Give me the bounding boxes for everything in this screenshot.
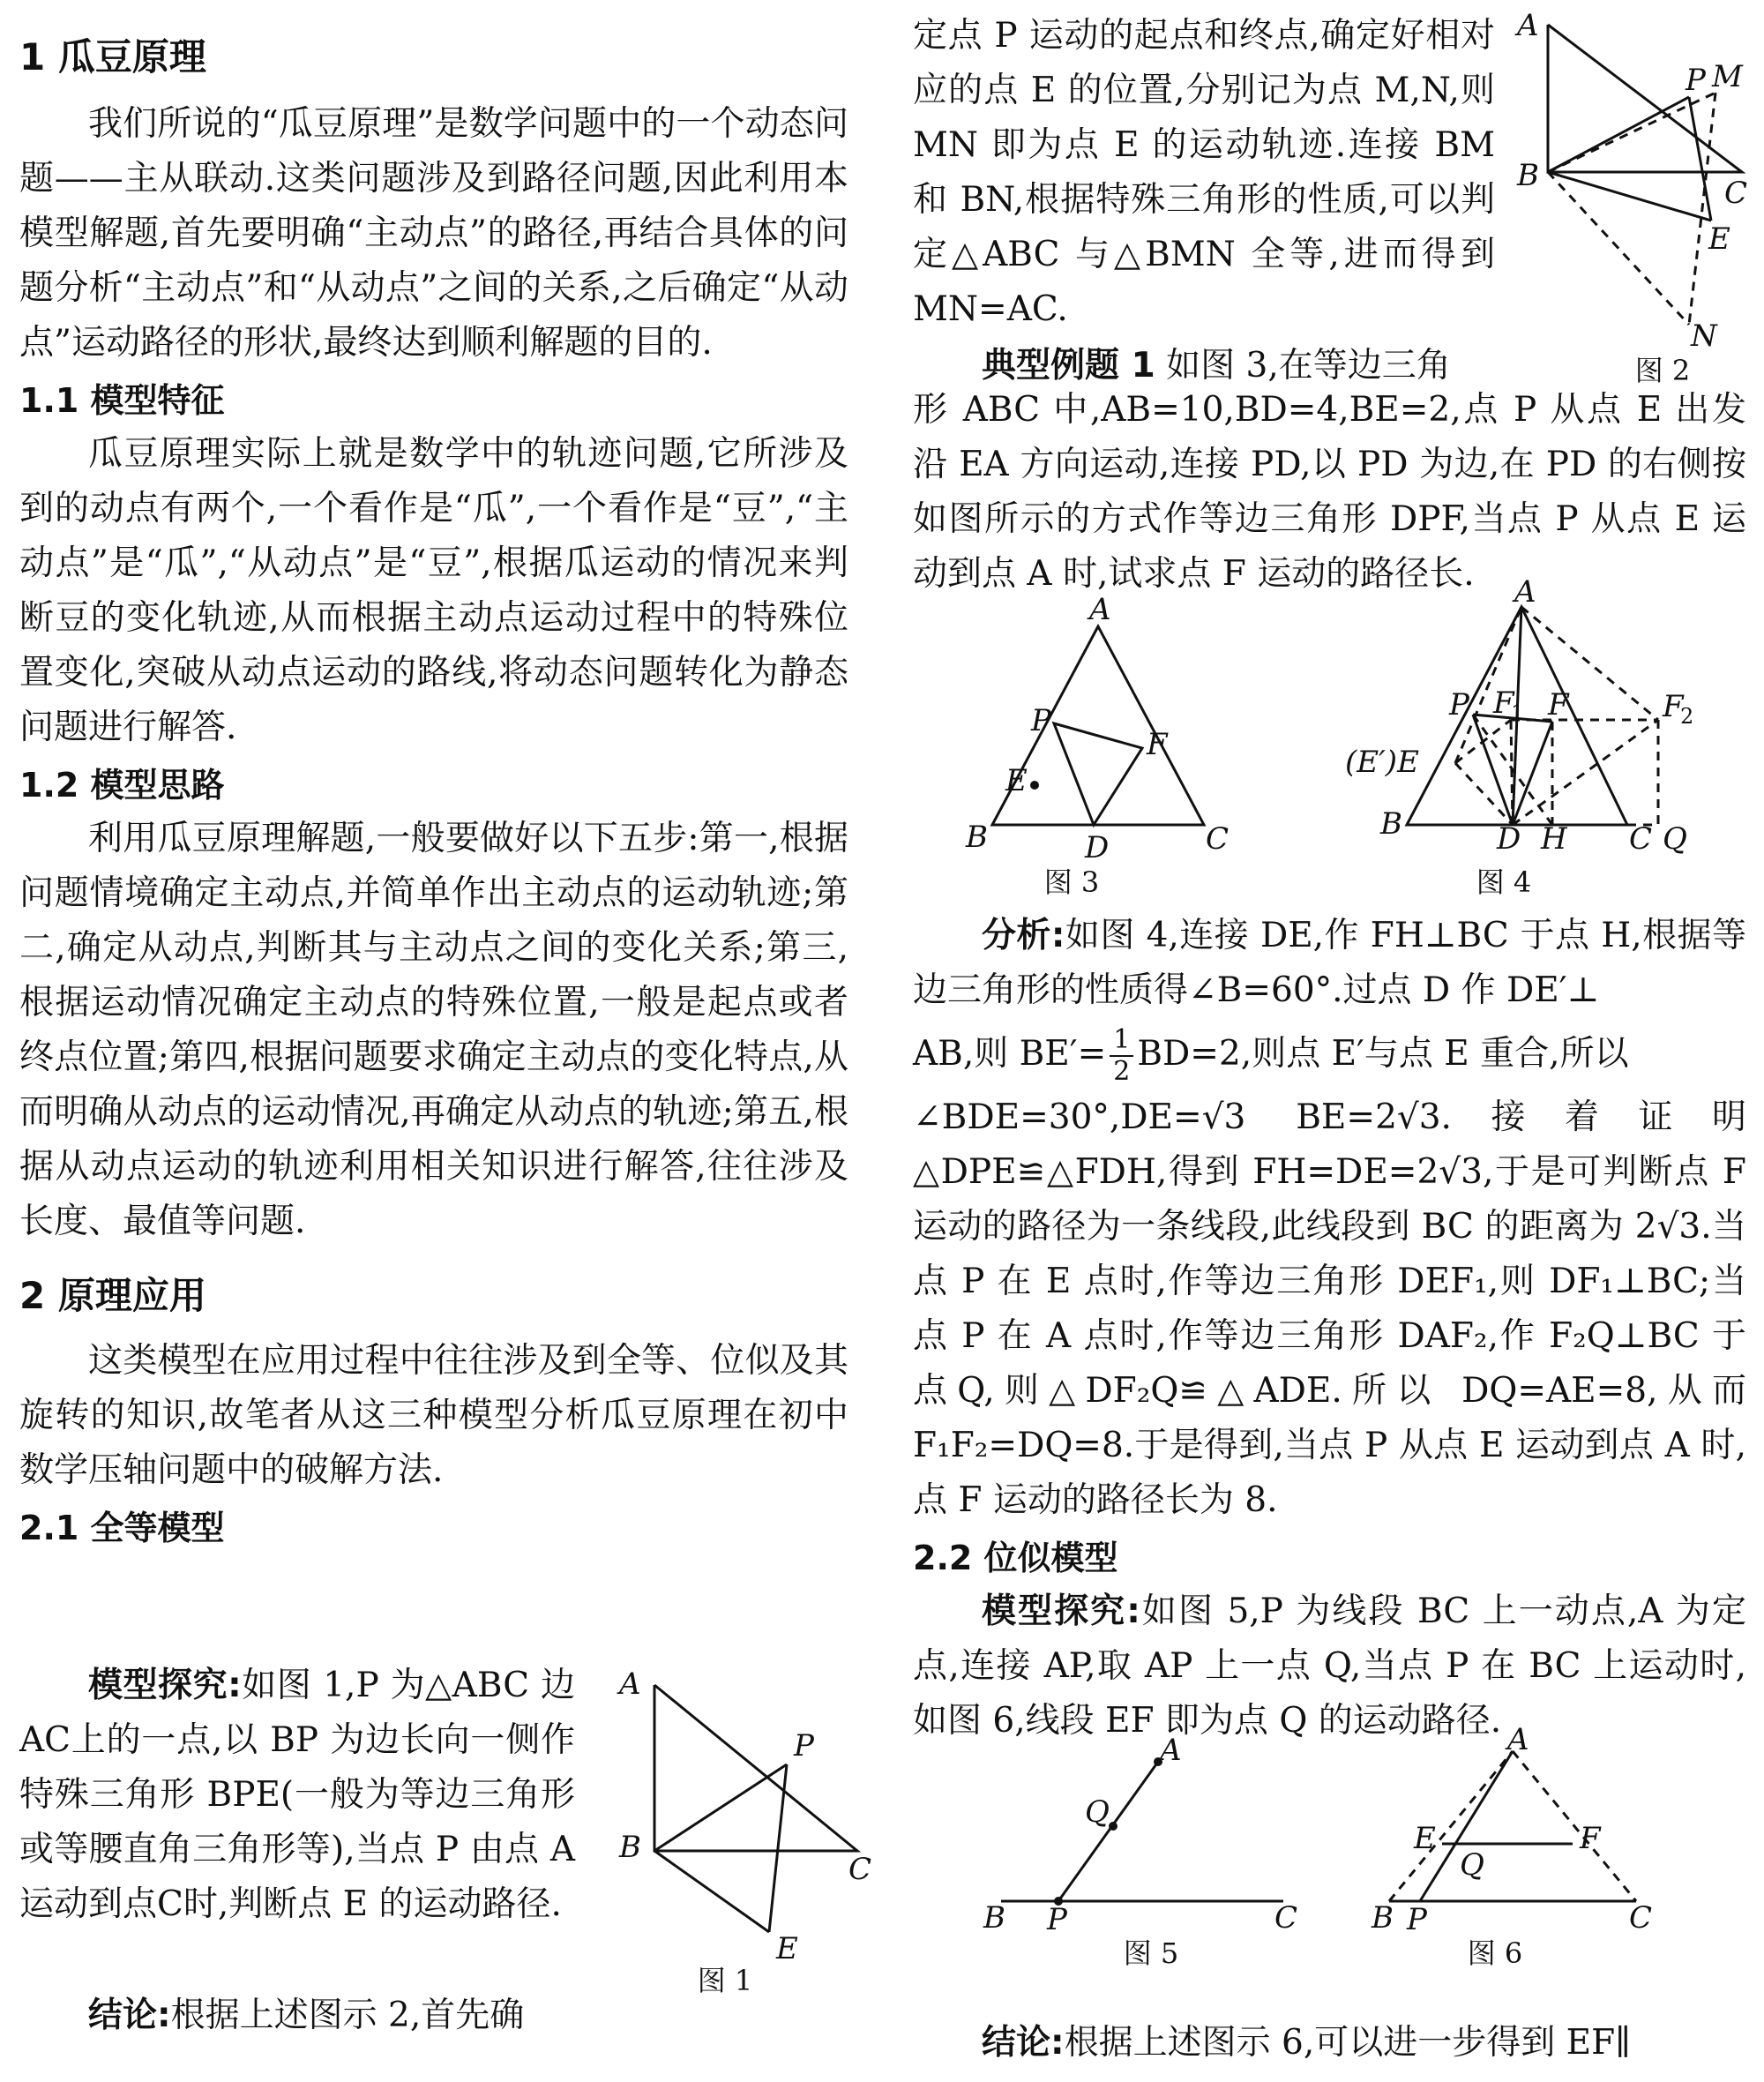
fig5-segment-ap [1058,1762,1158,1901]
model-exploration-2-keyword: 模型探究: [982,1591,1140,1631]
fig6-label-f: F [1580,1821,1601,1856]
fig4-label-a: A [1514,574,1536,610]
fig2-triangle-abc [1548,25,1742,172]
figure-3-caption: 图 3 [1043,865,1100,899]
figure-1-caption: 图 1 [697,1964,753,1997]
fig3-triangle-dpf [1054,723,1142,825]
figure-5-caption: 图 5 [1123,1936,1179,1970]
fig4-label-f: F [1548,687,1569,723]
fig4-label-q: Q [1663,821,1687,857]
fig1-segment-pe [769,1764,787,1932]
fig4-segment-fd [1513,722,1552,825]
analysis-text-3: ∠BDE=30°,DE=√3 BE=2√3.接着证明△DPE≌△FDH,得到 FH=DE=2√3,于是可判断点 F 运动的路径为一条线段,此线段到 BC 的距离为 2√3.当点 P 在 E 点时,作等边三角形 DEF₁,则 DF₁⊥BC;当点 P 在 A 点时,作等边三角形 DAF₂,作 F₂Q⊥BC 于点Q,则△DF₂Q≌△ADE.所以 DQ=AE=8,从而 F₁F₂=DQ=8.于是得到,当点 P 从点 E 运动到点 A 时,点 F 运动的路径长为 8. [913,1097,1746,1520]
figure-1 [602,1666,872,1997]
fraction-numerator: 1 [1110,1025,1133,1057]
fig6-label-e: E [1414,1821,1436,1856]
figure-2 [1513,8,1751,387]
fig4-label-f1: F [1493,685,1514,721]
conclusion-2-block [913,2016,1746,2071]
model-exploration-2-text: 如图 5,P 为线段 BC 上一动点,A 为定点,连接 AP,取 AP 上一点 Q,当点 P 在 BC 上运动时,如图 6,线段 EF 即为点 Q 的运动路径. [913,1591,1746,1741]
figure-3 [966,592,1266,899]
fig1-label-p: P [794,1728,814,1764]
fig5-label-p: P [1047,1902,1067,1937]
section-1-2-title: 1.2 模型思路 [19,766,225,805]
fig2-dashed-mn [1689,93,1715,325]
fig3-label-a: A [1089,592,1111,627]
fig2-label-e: E [1708,221,1730,257]
fig5-point-q [1109,1822,1117,1831]
fig4-label-d: D [1497,821,1521,857]
figure-2-caption: 图 2 [1634,354,1691,387]
figure-6-caption: 图 6 [1467,1936,1523,1970]
analysis-text-2a: AB,则 BE′= [913,1034,1107,1074]
fig2-segment-be [1548,172,1711,221]
conclusion-2-keyword: 结论: [982,2023,1065,2063]
fig1-label-e: E [776,1931,798,1966]
fig5-label-c: C [1274,1900,1298,1936]
fig2-label-c: C [1724,176,1748,211]
fig2-label-n: N [1691,318,1717,354]
fig2-label-p: P [1686,63,1706,98]
fig3-label-c: C [1206,821,1230,857]
section-1-title: 1 瓜豆原理 [19,35,206,79]
fig1-segment-be [654,1851,769,1932]
fig6-label-q: Q [1460,1847,1484,1883]
fig2-dashed-bn [1548,172,1689,325]
figure-4 [1310,574,1715,899]
analysis-keyword: 分析: [982,916,1065,955]
fig1-triangle-abc [654,1685,857,1851]
fig6-label-a: A [1507,1722,1529,1757]
fig2-label-a: A [1517,8,1539,43]
conclusion-text: 根据上述图示 2,首先确 [170,1996,525,2035]
fig5-label-a: A [1160,1733,1182,1768]
section-2-1-title: 2.1 全等模型 [19,1509,225,1547]
section-1-1-paragraph: 瓜豆原理实际上就是数学中的轨迹问题,它所涉及到的动点有两个,一个看作是“瓜”,一个看作是“豆”,“主动点”是“瓜”,“从动点”是“豆”,根据瓜运动的情况来判断豆的变化轨迹,从而根据主动点运动过程中的特殊位置变化,突破从动点运动的路线,将动态问题转化为静态问题进行解答. [19,434,848,747]
section-2-title: 2 原理应用 [19,1274,206,1317]
fig4-label-f2: F [1663,689,1684,724]
analysis-block [913,909,1746,1749]
fig3-point-e [1030,781,1039,790]
fraction-denominator: 2 [1113,1056,1131,1087]
fig1-label-a: A [619,1666,641,1702]
fig3-label-f: F [1147,727,1168,762]
fig3-label-p: P [1031,703,1051,738]
fig1-segment-bp [654,1764,787,1851]
example-1-rest-text: 形 ABC 中,AB=10,BD=4,BE=2,点 P 从点 E 出发沿 EA 方向运动,连接 PD,以 PD 为边,在 PD 的右侧按如图所示的方式作等边三角形 DPF,当点 P 从点 E 运动到点 A 时,试求点 F 运动的路径长. [913,390,1746,594]
model-exploration-text: 如图 1,P 为△ABC 边AC上的一点,以 BP 为边长向一侧作特殊三角形 BPE(一般为等边三角形或等腰直角三角形等),当点 P 由点 A 运动到点C时,判断点 E 的运动路径. [19,1666,575,1924]
fraction-one-half [1110,1025,1133,1087]
fig4-label-f2-sub: 2 [1680,704,1694,729]
section-2-paragraph: 这类模型在应用过程中往往涉及到全等、位似及其旋转的知识,故笔者从这三种模型分析瓜豆原理在初中数学压轴问题中的破解方法. [19,1341,848,1490]
fig3-label-b: B [966,820,988,855]
fig4-label-b: B [1380,806,1402,842]
conclusion-block [19,1988,575,2043]
fig3-label-e: E [1005,763,1028,798]
fig4-label-c: C [1629,821,1653,857]
fig6-dashed-ab [1389,1751,1513,1901]
fig2-label-b: B [1517,158,1539,193]
right-top-block [913,9,1495,393]
fig5-label-b: B [983,1900,1005,1936]
model-exploration-block [19,1659,575,1932]
section-1-1-title: 1.1 模型特征 [19,381,225,420]
example-1-keyword: 典型例题 1 [982,346,1155,386]
fig6-label-b: B [1372,1900,1394,1936]
fig4-label-p: P [1449,687,1469,723]
analysis-text-1: 如图 4,连接 DE,作 FH⊥BC 于点 H,根据等边三角形的性质得∠B=60°.过点 D 作 DE′⊥ [913,916,1746,1010]
fig3-label-d: D [1085,830,1110,865]
figure-4-caption: 图 4 [1476,865,1532,899]
example-1-rest-block [913,383,1746,602]
fig4-dashed-af2 [1521,607,1658,720]
conclusion-keyword: 结论: [88,1996,171,2035]
fig4-dashed-ed [1455,763,1513,825]
right-top-paragraph: 定点 P 运动的起点和终点,确定好相对应的点 E 的位置,分别记为点 M,N,则 MN 即为点 E 的运动轨迹.连接 BM 和 BN,根据特殊三角形的性质,可以判定△ABC 与△BMN 全等,进而得到 MN=AC. [913,16,1495,329]
fig1-label-b: B [619,1830,641,1865]
fig4-label-f1-sub: 1 [1511,700,1525,725]
section-1-paragraph: 我们所说的“瓜豆原理”是数学问题中的一个动态问题——主从联动.这类问题涉及到路径问题,因此利用本模型解题,首先要明确“主动点”的路径,再结合具体的问题分析“主动点”和“从动点”之间的关系,之后确定“从动点”运动路径的形状,最终达到顺利解题的目的. [19,104,848,363]
fig1-label-c: C [848,1852,872,1887]
model-exploration-keyword: 模型探究: [88,1666,242,1705]
section-1-2-paragraph: 利用瓜豆原理解题,一般要做好以下五步:第一,根据问题情境确定主动点,并简单作出主动点的运动轨迹;第二,确定从动点,判断其与主动点之间的变化关系;第三,根据运动情况确定主动点的特殊位置,一般是起点或者终点位置;第四,根据问题要求确定主动点的变化特点,从而明确从动点的运动情况,再确定从动点的轨迹;第五,根据从动点运动的轨迹利用相关知识进行解答,往往涉及长度、最值等问题. [19,819,848,1241]
analysis-text-2b: BD=2,则点 E′与点 E 重合,所以 [1137,1034,1629,1074]
fig4-segment-pd [1473,715,1513,825]
conclusion-2-text: 根据上述图示 6,可以进一步得到 EF∥ [1064,2023,1632,2063]
fig6-label-c: C [1629,1900,1653,1936]
figure-6 [1363,1722,1663,1970]
fig4-label-h: H [1541,821,1567,857]
section-2-2-title: 2.2 位似模型 [913,1539,1118,1577]
fig6-label-p: P [1407,1902,1427,1937]
fig5-label-q: Q [1085,1794,1110,1830]
fig2-label-m: M [1712,59,1743,94]
fig6-dashed-ac [1513,1751,1636,1901]
fig4-label-e: (E′)E [1345,745,1419,780]
example-1-wrap-text: 如图 3,在等边三角 [1166,346,1451,386]
figure-5 [983,1733,1319,1970]
